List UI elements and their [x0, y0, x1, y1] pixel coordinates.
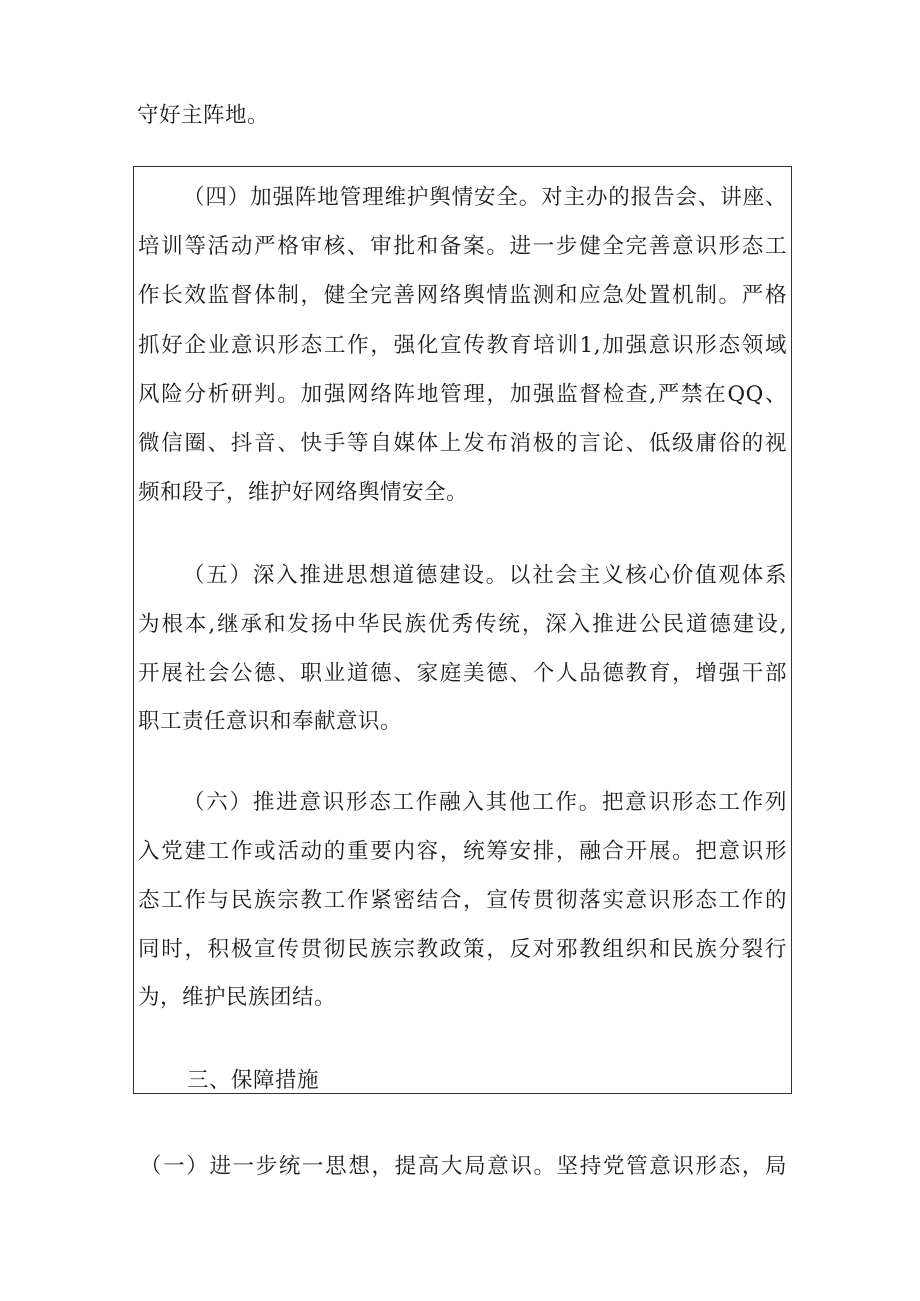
paragraph-line: 职工责任意识和奉献意识。 [138, 709, 403, 734]
top-text-line: 守好主阵地。 [137, 103, 270, 128]
paragraph-line: 风险分析研判。加强网络阵地管理，加强监督检查,严禁在QQ、 [138, 382, 787, 407]
paragraph-line: 频和段子，维护好网络舆情安全。 [138, 480, 469, 505]
bottom-text-line: （一）进一步统一思想，提高大局意识。坚持党管意识形态，局 [140, 1154, 787, 1179]
paragraph-line: 同时，积极宣传贯彻民族宗教政策，反对邪教组织和民族分裂行 [138, 937, 787, 962]
paragraph-line: 入党建工作或活动的重要内容，统筹安排，融合开展。把意识形 [138, 839, 787, 864]
paragraph-line: 为，维护民族团结。 [138, 985, 337, 1010]
paragraph-line: （六）推进意识形态工作融入其他工作。把意识形态工作列 [183, 790, 787, 815]
paragraph-line: 态工作与民族宗教工作紧密结合，宣传贯彻落实意识形态工作的 [138, 888, 787, 913]
paragraph-line: 作长效监督体制，健全完善网络舆情监测和应急处置机制。严格 [138, 283, 787, 308]
paragraph-line: 为根本,继承和发扬中华民族优秀传统，深入推进公民道德建设, [138, 612, 787, 637]
paragraph-line: （五）深入推进思想道德建设。以社会主义核心价值观体系 [183, 563, 787, 588]
paragraph-line: 开展社会公德、职业道德、家庭美德、个人品德教育，增强干部 [138, 661, 787, 686]
paragraph-line: 抓好企业意识形态工作，强化宣传教育培训1,加强意识形态领域 [138, 333, 787, 358]
paragraph-line: 微信圈、抖音、快手等自媒体上发布消极的言论、低级庸俗的视 [138, 431, 787, 456]
section-heading: 三、保障措施 [187, 1068, 320, 1093]
paragraph-line: 培训等活动严格审核、审批和备案。进一步健全完善意识形态工 [138, 234, 787, 259]
paragraph-line: （四）加强阵地管理维护舆情安全。对主办的报告会、讲座、 [183, 185, 787, 210]
